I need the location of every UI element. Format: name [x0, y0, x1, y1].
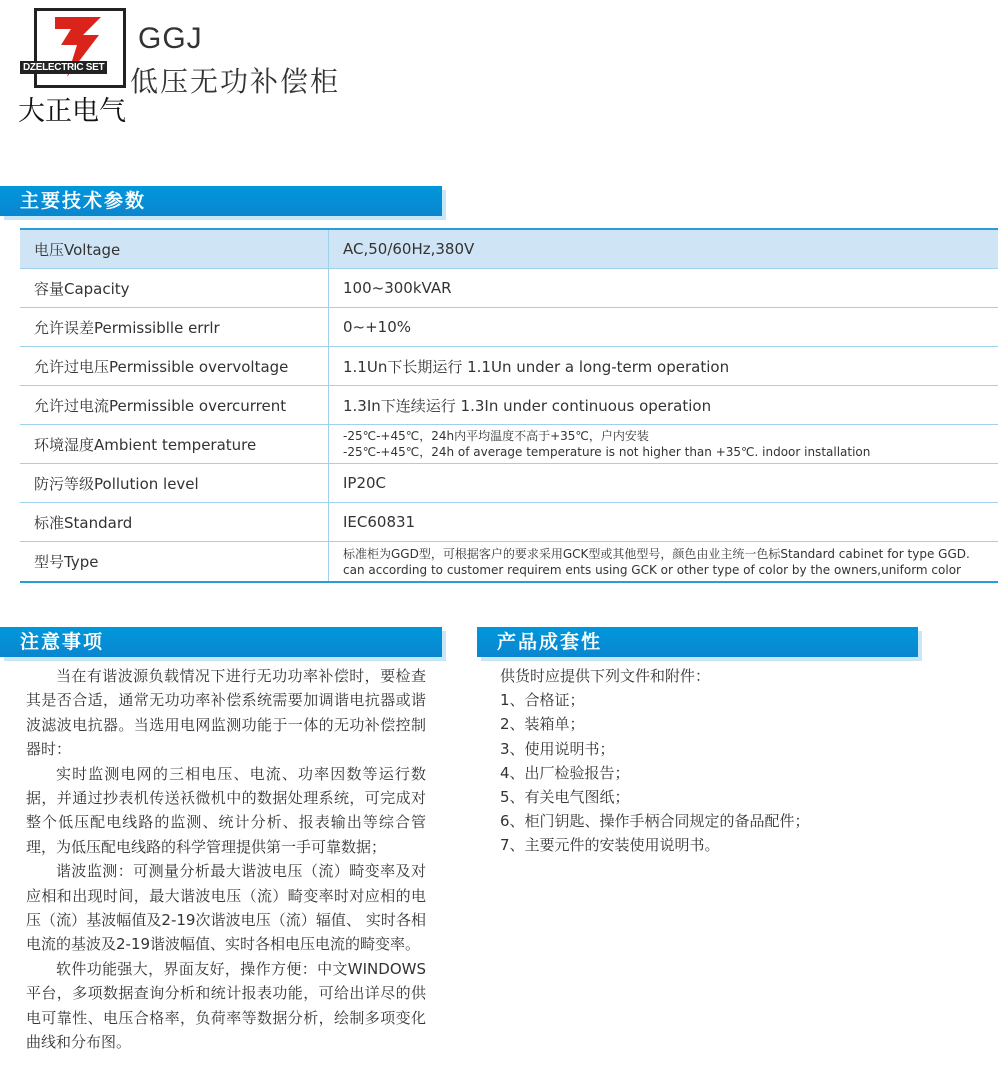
kit-item: 1、合格证； — [500, 691, 585, 710]
spec-value-line: AC,50/60Hz,380V — [343, 240, 475, 258]
specs-section-header: 主要技术参数 — [0, 186, 442, 216]
kit-intro: 供货时应提供下列文件和附件： — [500, 667, 711, 685]
spec-table — [20, 228, 998, 583]
notes-paragraph: 当在有谐波源负载情况下进行无功功率补偿时，要检查其是否合适，通常无功功率补偿系统需要加调谐电抗器或谐波滤波电抗器。当选用电网监测功能于一体的无功补偿控制器时： — [26, 667, 426, 759]
notes-body — [26, 664, 426, 1055]
product-title: 低压无功补偿柜 — [130, 65, 341, 98]
spec-row — [20, 425, 998, 464]
spec-value-line: IEC60831 — [343, 513, 416, 531]
kit-item: 5、有关电气图纸； — [500, 788, 630, 807]
spec-value-line: 0~+10% — [343, 318, 412, 336]
kit-list — [500, 664, 810, 858]
spec-value-line: 1.1Un下长期运行 1.1Un under a long-term operation — [343, 357, 730, 376]
spec-row — [20, 308, 998, 347]
spec-value-line: can according to customer requirem ents using GCK or other type of color by the owners,uniform color — [343, 562, 961, 577]
spec-value-line: -25℃-+45℃，24h内平均温度不高于+35℃，户内安装 — [343, 429, 649, 443]
notes-paragraph: 软件功能强大，界面友好，操作方便：中文WINDOWS平台，多项数据查询分析和统计报表功能，可给出详尽的供电可靠性、电压合格率，负荷率等数据分析，绘制多项变化曲线和分布图。 — [26, 959, 426, 1052]
spec-label: 允许过电压Permissible overvoltage — [20, 347, 329, 385]
spec-row — [20, 542, 998, 581]
spec-value-line: 1.3In下连续运行 1.3In under continuous operation — [343, 396, 712, 415]
spec-label: 电压Voltage — [20, 230, 329, 268]
spec-value-line: IP20C — [343, 474, 387, 492]
spec-row — [20, 230, 998, 269]
spec-value-line: 100~300kVAR — [343, 279, 452, 297]
spec-value-line: -25℃-+45℃，24h of average temperature is not higher than +35℃. indoor installation — [343, 445, 871, 459]
spec-label: 允许过电流Permissible overcurrent — [20, 386, 329, 424]
spec-value — [329, 503, 998, 541]
notes-paragraph: 谐波监测：可测量分析最大谐波电压（流）畸变率及对应相和出现时间，最大谐波电压（流）畸变率时对应相的电压（流）基波幅值及2-19次谐波电压（流）辐值、 实时各相电流的基波及2-19谐波幅值、实时各相电压电流的畸变率。 — [26, 862, 426, 954]
spec-value — [329, 425, 998, 463]
kit-section-header: 产品成套性 — [477, 627, 918, 657]
spec-label: 允许误差Permissiblle errlr — [20, 308, 329, 346]
spec-row — [20, 464, 998, 503]
kit-item: 3、使用说明书； — [500, 739, 615, 758]
kit-item: 7、主要元件的安装使用说明书。 — [500, 836, 720, 855]
logo-chinese-name: 大正电气 — [18, 96, 126, 127]
kit-item: 2、装箱单； — [500, 715, 585, 734]
kit-item: 6、柜门钥匙、操作手柄合同规定的备品配件； — [500, 812, 810, 831]
spec-row — [20, 503, 998, 542]
spec-value — [329, 386, 998, 424]
spec-row — [20, 347, 998, 386]
spec-label: 型号Type — [20, 542, 329, 581]
spec-value — [329, 269, 998, 307]
company-logo — [18, 8, 130, 127]
spec-value — [329, 464, 998, 502]
spec-value — [329, 230, 998, 268]
notes-section-header: 注意事项 — [0, 627, 442, 657]
spec-value-line: 标准柜为GGD型，可根据客户的要求采用GCK型或其他型号，颜色由业主统一色标Standard cabinet for type GGD. — [343, 546, 970, 561]
spec-label: 容量Capacity — [20, 269, 329, 307]
spec-value — [329, 542, 998, 581]
logo-tagline: DZELECTRIC SET — [20, 61, 107, 74]
notes-paragraph: 实时监测电网的三相电压、电流、功率因数等运行数据，并通过抄表机传送袄微机中的数据处理系统，可完成对整个低压配电线路的监测、统计分析、报表输出等综合管理，为低压配电线路的科学管理提供第一手可靠数据； — [26, 764, 426, 856]
spec-row — [20, 386, 998, 425]
spec-row — [20, 269, 998, 308]
spec-label: 标准Standard — [20, 503, 329, 541]
logo-emblem — [34, 8, 126, 88]
spec-label: 环境湿度Ambient temperature — [20, 425, 329, 463]
spec-value — [329, 308, 998, 346]
product-model: GGJ — [138, 22, 203, 55]
kit-item: 4、出厂检验报告； — [500, 763, 630, 782]
spec-label: 防污等级Pollution level — [20, 464, 329, 502]
spec-value — [329, 347, 998, 385]
